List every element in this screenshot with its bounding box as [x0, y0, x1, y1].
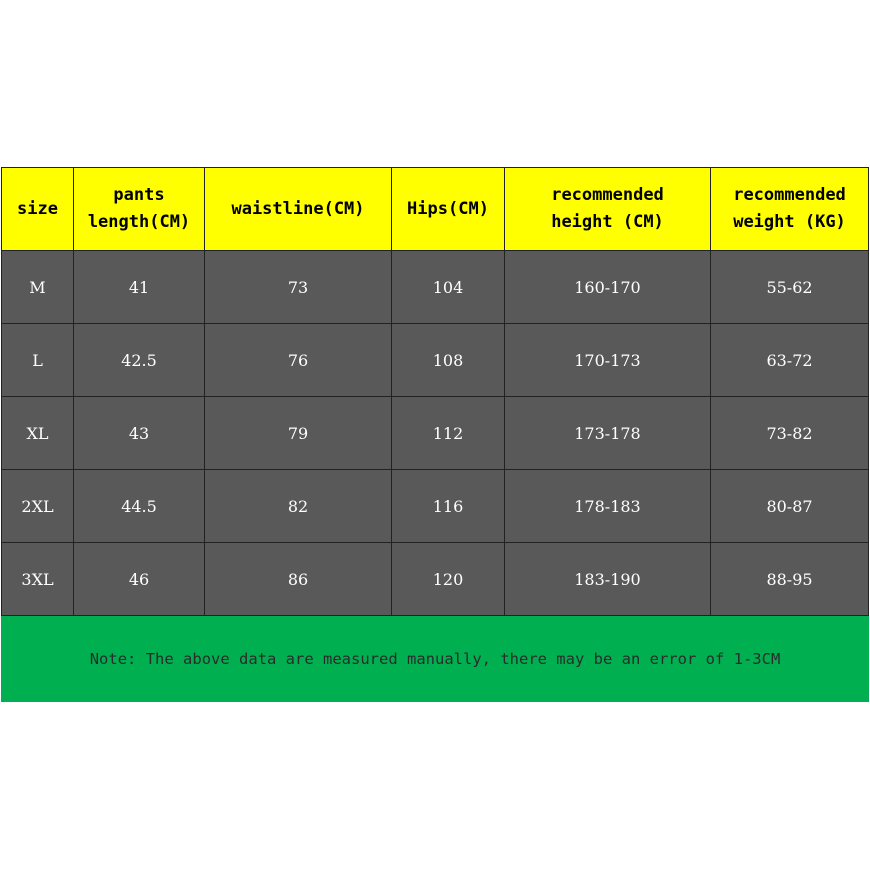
cell-size: L [2, 324, 74, 397]
cell-size: 3XL [2, 543, 74, 616]
cell-waistline: 86 [205, 543, 392, 616]
table-row [2, 251, 869, 324]
cell-pants-length: 42.5 [74, 324, 205, 397]
cell-recommended-weight: 73-82 [711, 397, 869, 470]
cell-hips: 116 [392, 470, 505, 543]
header-recommended-height: recommended height (CM) [505, 168, 711, 251]
cell-recommended-height: 170-173 [505, 324, 711, 397]
cell-hips: 108 [392, 324, 505, 397]
cell-hips: 104 [392, 251, 505, 324]
table-row [2, 324, 869, 397]
header-pants-length: pants length(CM) [74, 168, 205, 251]
cell-recommended-weight: 63-72 [711, 324, 869, 397]
cell-recommended-height: 178-183 [505, 470, 711, 543]
cell-recommended-height: 183-190 [505, 543, 711, 616]
cell-waistline: 76 [205, 324, 392, 397]
cell-recommended-weight: 88-95 [711, 543, 869, 616]
table-row [2, 470, 869, 543]
cell-recommended-height: 160-170 [505, 251, 711, 324]
cell-size: 2XL [2, 470, 74, 543]
cell-size: XL [2, 397, 74, 470]
header-size: size [2, 168, 74, 251]
cell-hips: 112 [392, 397, 505, 470]
note-row [2, 616, 869, 702]
measurement-note: Note: The above data are measured manually, there may be an error of 1-3CM [2, 616, 869, 702]
cell-size: M [2, 251, 74, 324]
cell-pants-length: 46 [74, 543, 205, 616]
header-waistline: waistline(CM) [205, 168, 392, 251]
cell-recommended-weight: 55-62 [711, 251, 869, 324]
cell-pants-length: 41 [74, 251, 205, 324]
cell-waistline: 82 [205, 470, 392, 543]
cell-pants-length: 43 [74, 397, 205, 470]
header-hips: Hips(CM) [392, 168, 505, 251]
header-recommended-weight: recommended weight (KG) [711, 168, 869, 251]
cell-pants-length: 44.5 [74, 470, 205, 543]
size-chart-table [1, 167, 869, 702]
cell-waistline: 79 [205, 397, 392, 470]
cell-waistline: 73 [205, 251, 392, 324]
cell-recommended-weight: 80-87 [711, 470, 869, 543]
cell-recommended-height: 173-178 [505, 397, 711, 470]
table-row [2, 543, 869, 616]
cell-hips: 120 [392, 543, 505, 616]
header-row [2, 168, 869, 251]
table-row [2, 397, 869, 470]
